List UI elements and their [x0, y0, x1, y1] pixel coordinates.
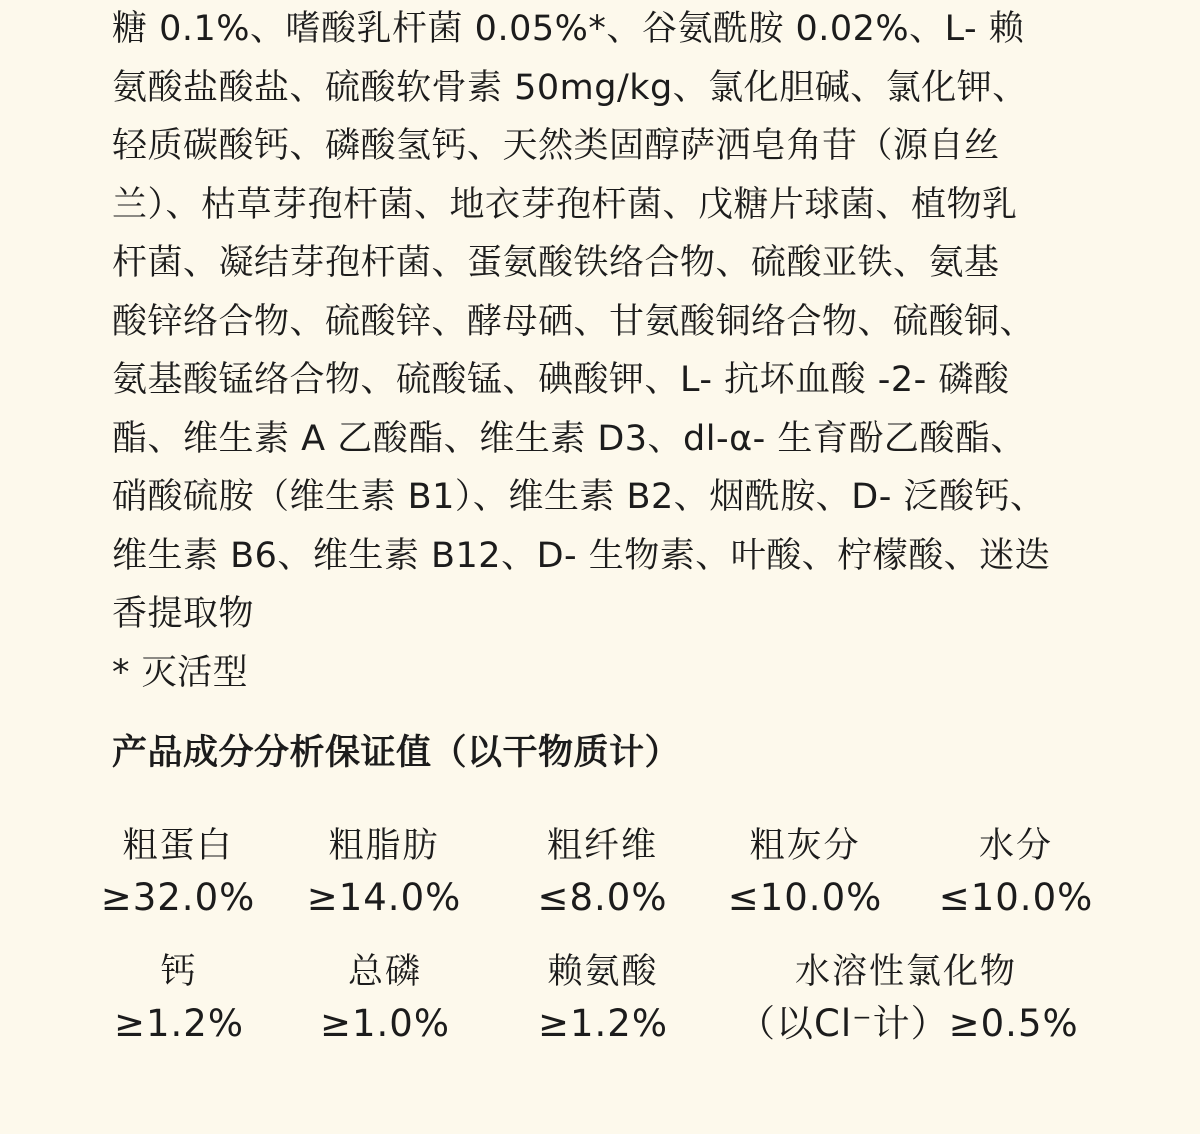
- ingredients-line: 酯、维生素 A 乙酸酯、维生素 D3、dl-α- 生育酚乙酸酯、: [112, 418, 1026, 459]
- nutrient-crude-fiber: [530, 822, 675, 926]
- nutrient-lysine: [528, 948, 678, 1052]
- nutrient-name: 赖氨酸: [547, 952, 659, 992]
- nutrient-water-soluble-chloride: [738, 948, 1079, 1052]
- nutrient-name: 总磷: [347, 952, 422, 992]
- ingredients-list: [112, 0, 1092, 702]
- ingredients-line: 氨基酸锰络合物、硫酸锰、碘酸钾、L- 抗坏血酸 -2- 磷酸: [112, 360, 1010, 400]
- ingredients-line: 轻质碳酸钙、磷酸氢钙、天然类固醇萨洒皂角苷（源自丝: [112, 126, 1000, 166]
- nutrient-name: 粗蛋白: [122, 826, 234, 866]
- ingredients-line: 酸锌络合物、硫酸锌、酵母硒、甘氨酸铜络合物、硫酸铜、: [112, 301, 1036, 342]
- ingredients-line: 香提取物: [112, 594, 255, 634]
- nutrient-moisture: [934, 822, 1098, 926]
- nutrient-name: 水分: [978, 826, 1053, 866]
- ingredients-line: 硝酸硫胺（维生素 B1）、维生素 B2、烟酰胺、D- 泛酸钙、: [112, 477, 1046, 517]
- ingredients-line: 杆菌、凝结芽孢杆菌、蛋氨酸铁络合物、硫酸亚铁、氨基: [112, 243, 1000, 283]
- nutrient-calcium: [104, 948, 254, 1052]
- ingredients-line: 氨酸盐酸盐、硫酸软骨素 50mg/kg、氯化胆碱、氯化钾、: [112, 67, 1028, 108]
- inactivated-footnote: * 灭活型: [112, 652, 249, 693]
- nutrient-crude-protein: [98, 822, 258, 926]
- nutrient-name: 粗灰分: [749, 826, 861, 866]
- nutrient-value: ≥1.2%: [537, 1002, 668, 1045]
- nutrient-crude-fat: [303, 822, 465, 926]
- nutrient-value: ≥1.0%: [319, 1002, 450, 1045]
- nutrient-value: ≥1.2%: [113, 1002, 244, 1045]
- nutrient-value: ≤10.0%: [727, 876, 883, 919]
- nutrient-crude-ash: [722, 822, 888, 926]
- analysis-title: 产品成分分析保证值（以干物质计）: [112, 733, 681, 773]
- nutrient-value: ≥14.0%: [306, 876, 462, 919]
- ingredients-line: 兰）、枯草芽孢杆菌、地衣芽孢杆菌、戊糖片球菌、植物乳: [112, 184, 1018, 225]
- nutrient-value: （以Cl⁻计）≥0.5%: [738, 1002, 1079, 1045]
- nutrient-value: ≥32.0%: [100, 876, 256, 919]
- nutrient-value: ≤10.0%: [938, 876, 1094, 919]
- ingredients-line: 维生素 B6、维生素 B12、D- 生物素、叶酸、柠檬酸、迷迭: [112, 535, 1051, 576]
- nutrient-name: 粗纤维: [546, 826, 658, 866]
- ingredients-line: 糖 0.1%、嗜酸乳杆菌 0.05%*、谷氨酰胺 0.02%、L- 赖: [112, 9, 1025, 49]
- nutrient-name: 钙: [160, 952, 198, 992]
- nutrient-total-phosphorus: [310, 948, 460, 1052]
- nutrient-value: ≤8.0%: [537, 876, 668, 919]
- nutrient-name: 水溶性氯化物: [794, 952, 1017, 992]
- nutrient-name: 粗脂肪: [328, 826, 440, 866]
